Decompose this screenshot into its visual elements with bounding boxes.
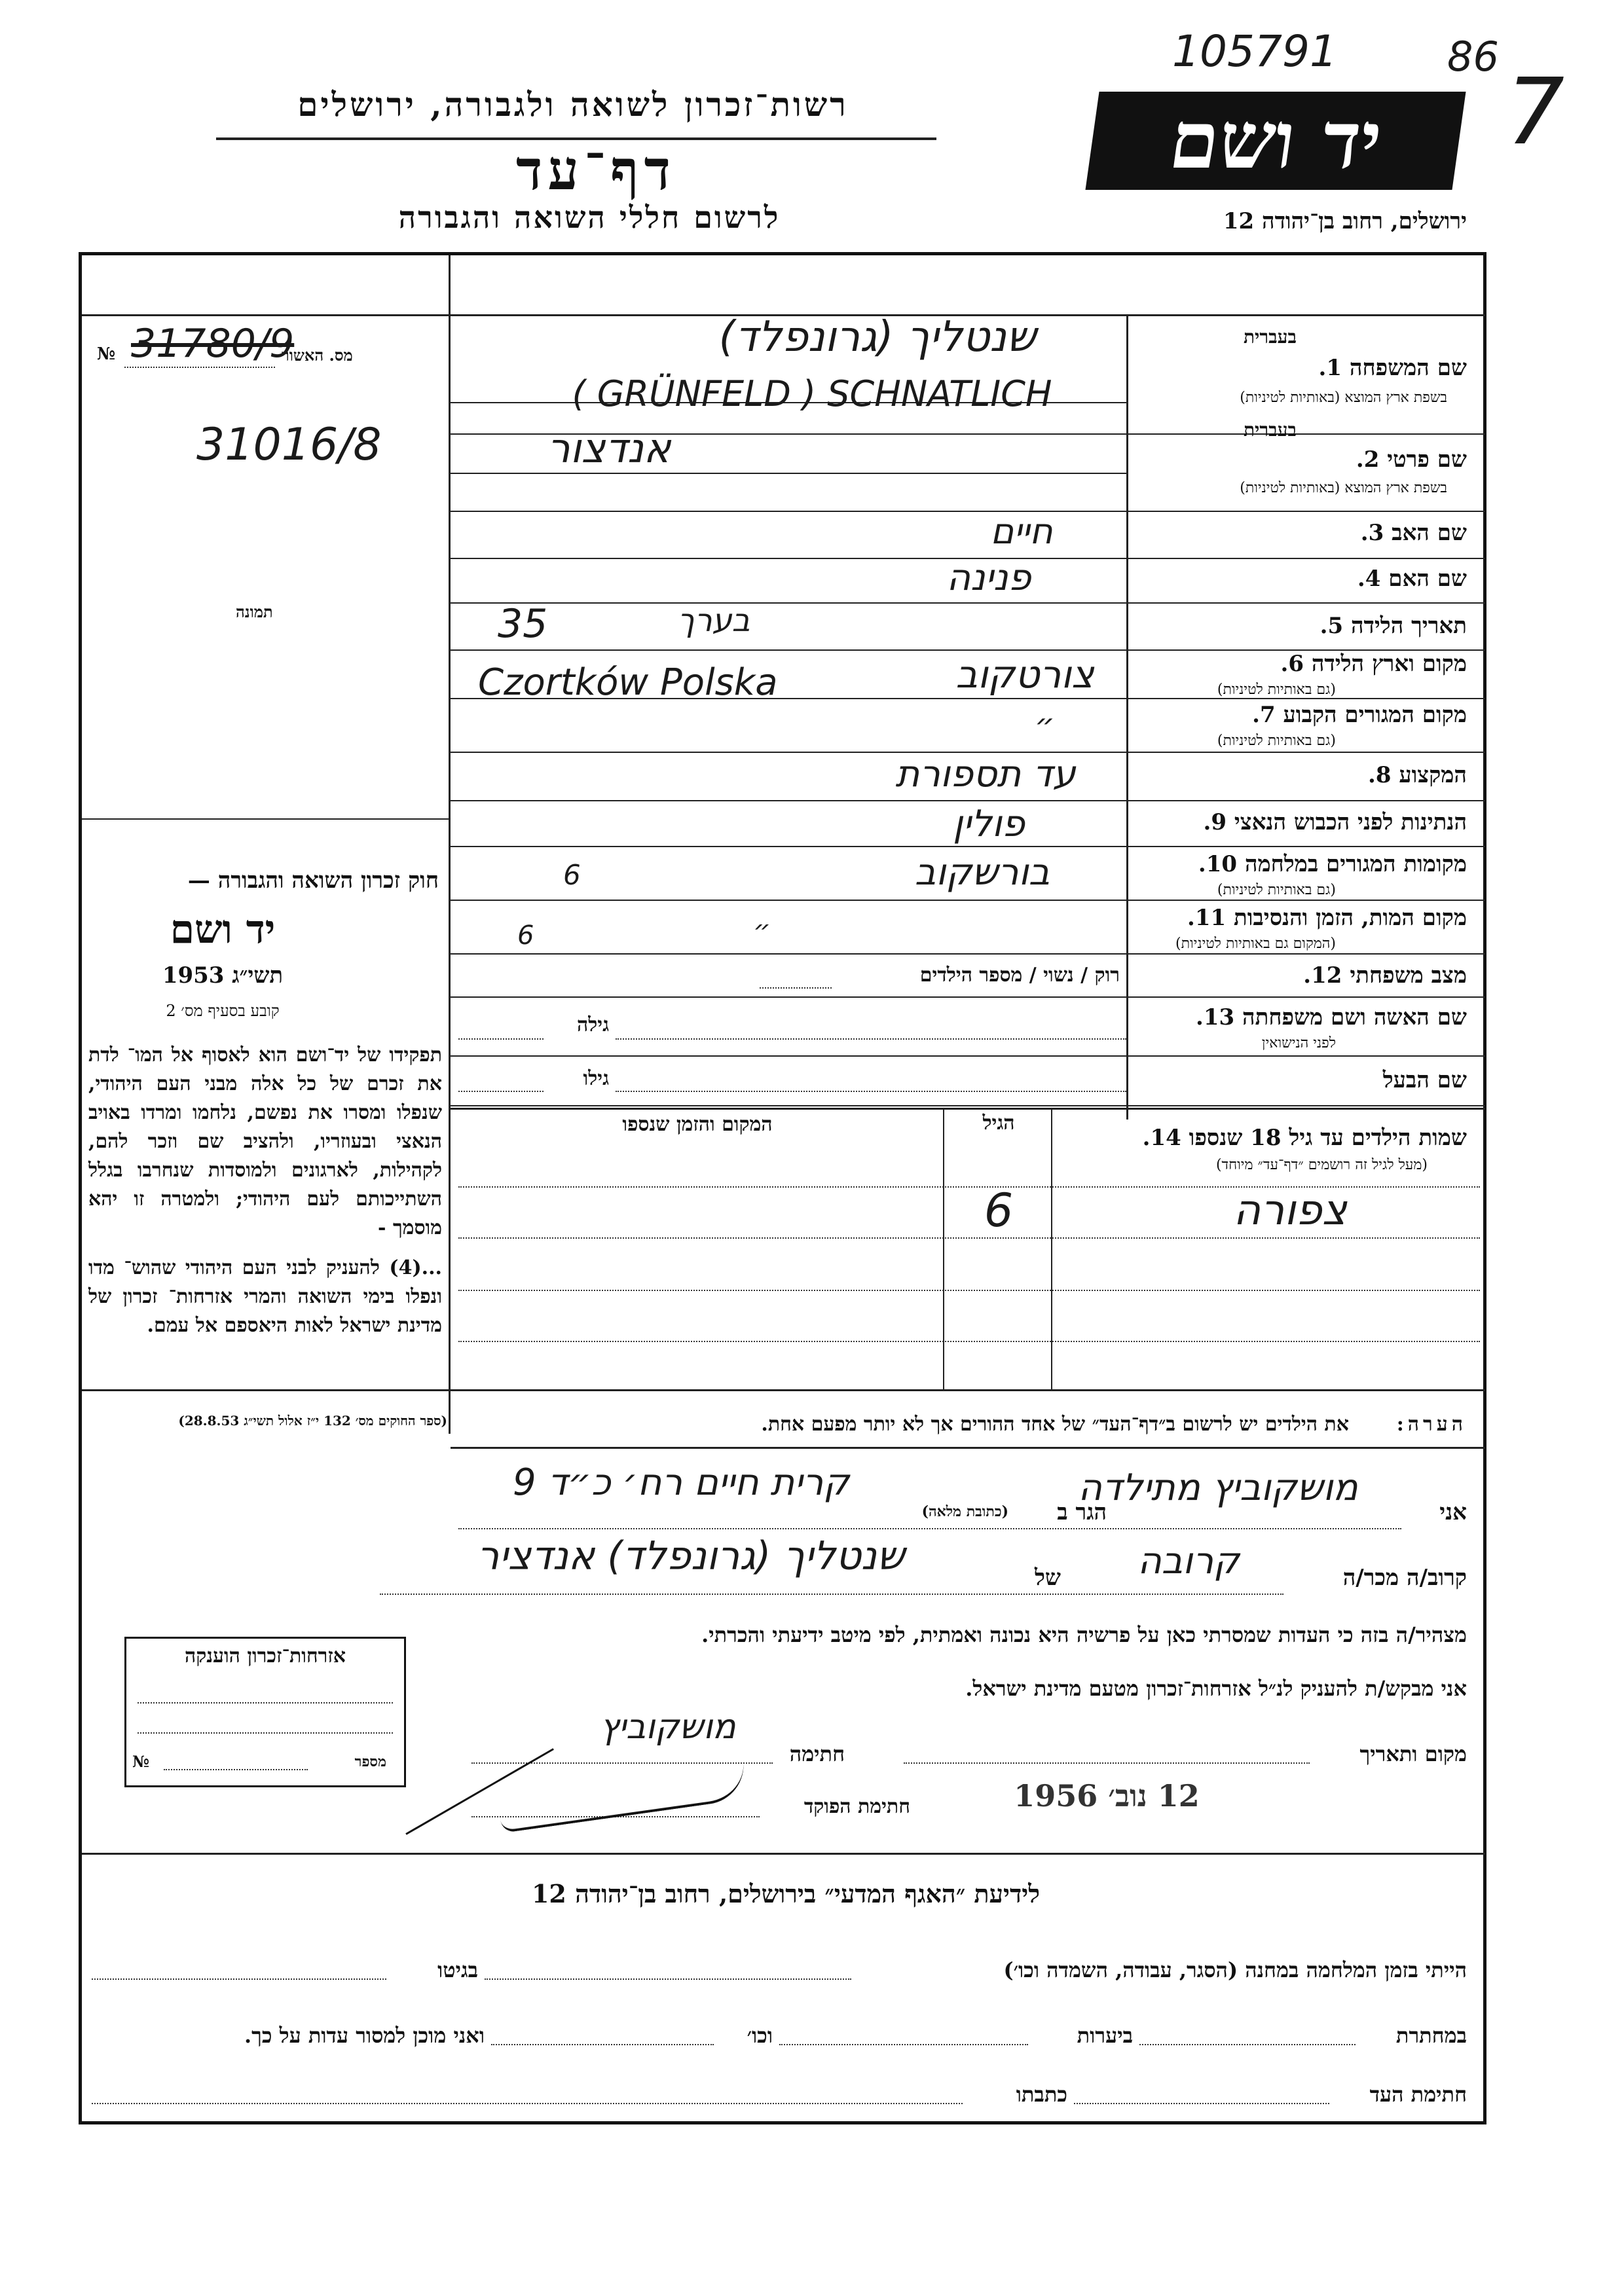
law-year: תשי״ג 1953 [162, 962, 284, 989]
field-9-label-text: הנתינות לפני הכבוש הנאצי [1234, 809, 1467, 835]
child-name[interactable]: צפורה [1233, 1186, 1347, 1235]
field-13-sub: לפני הנישואין [1261, 1035, 1336, 1051]
approval-label: מס. האשור [282, 346, 353, 365]
field-1-label [1139, 355, 1467, 381]
children-sub: (מעל לגיל זה רושמים ״דף־עד״ מיוחד) [1215, 1157, 1428, 1173]
bottom-line3-a: חתימת העד [1369, 2082, 1467, 2107]
field-4-num: 4. [1357, 566, 1381, 592]
children-row-line-4 [458, 1341, 1480, 1342]
label-column-divider [1126, 314, 1128, 1120]
declarant-name[interactable]: מושקוביץ מתילדה [1078, 1467, 1358, 1509]
field-12-label-text: מצב משפחתי [1350, 962, 1467, 989]
child-age[interactable]: 6 [984, 1184, 1014, 1237]
law-title: חוק זכרון השואה והגבורה — [187, 867, 439, 894]
approval-no-sign: № [97, 344, 116, 364]
field-5-value[interactable]: 35 [498, 601, 548, 647]
approval-number-second: 31016/8 [196, 419, 382, 471]
decl-line2-dotted [380, 1594, 1283, 1595]
field-9-value[interactable]: פולין [953, 803, 1025, 845]
form-title: דף־עד [515, 137, 676, 202]
field-2-sub: בשפת ארץ המוצא (באותיות לטיניות) [1240, 480, 1447, 496]
field-13-age-dotted[interactable] [458, 1038, 544, 1040]
field-11-num: 11. [1187, 905, 1227, 931]
citizenship-no-label: מספר [354, 1753, 386, 1770]
field-2-label [1139, 446, 1467, 473]
decl-line1-dotted [458, 1528, 1401, 1529]
law-text-continued: ...(4) להעניק לבני העם היהודי שהוש־ מדו ונפלו בימי השואה והמרי אזרחות־ זכרון של מדינת ישראל לאות היאספם אל עמם. [88, 1256, 442, 1337]
field-5-label [1139, 613, 1467, 639]
field-10-label-text: מקומות המגורים במלחמה [1244, 851, 1467, 877]
archive-number-handwritten: 105791 [1172, 26, 1337, 77]
row-line-9 [451, 846, 1485, 847]
field-1-num: 1. [1318, 355, 1342, 381]
bottom-line2-a: במחתרת [1395, 2023, 1467, 2048]
field-9-num: 9. [1203, 809, 1227, 835]
citizenship-title: אזרחות־זכרון הוענקה [184, 1645, 346, 1667]
note-text: את הילדים יש לרשום ב״דף־העד״ של אחד ההורים אך לא יותר מפעם אחת. [761, 1413, 1349, 1436]
form-subtitle: לרשום חללי השואה והגבורה [398, 200, 781, 235]
children-age-header: הגיל [982, 1112, 1015, 1135]
children-num: 14. [1142, 1125, 1181, 1151]
field-4-label [1139, 566, 1467, 592]
field-2-label-text: שם פרטי [1387, 446, 1467, 473]
children-row-line-2 [458, 1237, 1480, 1239]
children-row-line-3 [458, 1290, 1480, 1291]
law-text: תפקידו של יד־ושם הוא לאסוף אל המו־ לדת את זכרם של כל אלה מבני העם היהודי, שנפלו ומסרו את נפשם, נלחמו ומרדו באויב הנאצי ובעוזריו, ולהציב שם וזכר להם, לקהילות, לארגונים ולמוסדות שנחרבו בגלל השתייכותם לעם היהודי; ולמטרה זו יהא מוסמך - [88, 1044, 442, 1239]
field-13-num: 13. [1196, 1004, 1235, 1030]
field-3-label-text: שם האב [1392, 520, 1467, 546]
field-10-sub: (גם באותיות לטיניות) [1217, 882, 1336, 898]
note-label: הערה: [1396, 1413, 1467, 1436]
field-12-label [1139, 962, 1467, 989]
field-8-value[interactable]: עד תספורת [895, 753, 1076, 795]
husband-age-dotted[interactable] [458, 1091, 544, 1092]
husband-label [1139, 1067, 1467, 1093]
bottom-line2-dotted-a[interactable] [1139, 2044, 1356, 2045]
bottom-line1-b: בגיטו [437, 1958, 478, 1982]
field-1-lang: בעברית [1243, 326, 1297, 348]
field-6-label [1139, 651, 1467, 677]
bottom-line1-dotted-a[interactable] [485, 1978, 851, 1980]
field-10-value[interactable]: בורשקוב [914, 851, 1050, 894]
yad-vashem-logo: יד ושם [1085, 92, 1466, 190]
field-7-label [1139, 702, 1467, 728]
field-3-label [1139, 520, 1467, 546]
bottom-line2-d: ואני מוכן למסור עדות על כך. [244, 2023, 485, 2048]
field-6-value-hebrew[interactable]: צורטקוב [955, 652, 1094, 697]
left-top-band-line [82, 314, 449, 316]
field-1-sub: בשפת ארץ המוצא (באותיות לטיניות) [1240, 390, 1447, 406]
declarant-signature[interactable]: מושקוביץ [600, 1707, 736, 1747]
field-7-num: 7. [1252, 702, 1276, 728]
field-12-dotted[interactable] [760, 987, 832, 989]
bottom-line2-b: ביערות [1077, 2023, 1133, 2048]
field-6-value-latin[interactable]: Czortków Polska [478, 661, 778, 704]
bottom-line3-dotted-a[interactable] [1074, 2103, 1329, 2104]
field-10-num: 10. [1198, 851, 1238, 877]
field-7-label-text: מקום המגורים הקבוע [1283, 702, 1467, 728]
bottom-title: לידיעת ״האגף המדעי״ בירושלים, רחוב בן־יהודה 12 [531, 1879, 1041, 1908]
field-4-value[interactable]: פנינה [946, 556, 1031, 599]
note-top-line [82, 1389, 1485, 1391]
bottom-line2-c: וכו׳ [747, 2023, 773, 2048]
field-8-label [1139, 762, 1467, 788]
children-top-line [451, 1108, 1485, 1110]
field-1-label-text: שם המשפחה [1349, 355, 1467, 381]
field-12-options: רוק / נשוי / מספר הילדים [919, 964, 1120, 987]
citizenship-dotted-2 [138, 1732, 393, 1734]
field-2-lang: בעברית [1243, 419, 1297, 441]
bottom-line1-a: הייתי בזמן המלחמה במחנה (הסגר, עבודה, השמדה וכו׳) [1003, 1958, 1467, 1982]
photo-bottom-line [82, 818, 449, 820]
authority-name: רשות־זכרון לשואה ולגבורה, ירושלים [297, 85, 849, 124]
left-column-divider [449, 255, 451, 1434]
page-number-handwritten: 86 [1447, 33, 1499, 81]
officer-label: חתימת הפוקד [803, 1795, 910, 1818]
field-8-num: 8. [1367, 762, 1392, 788]
bottom-line1-dotted-b[interactable] [92, 1978, 386, 1980]
place-date-dotted[interactable] [904, 1762, 1310, 1764]
decl-line4: אני מבקש/ת להעניק לנ״ל אזרחות־זכרון מטעם מדינת ישראל. [965, 1676, 1467, 1701]
field-13-label [1139, 1004, 1467, 1030]
field-8-label-text: המקצוע [1399, 762, 1467, 788]
row-line-12 [451, 996, 1485, 998]
field-9-label [1139, 809, 1467, 835]
field-3-value[interactable]: חיים [990, 511, 1053, 552]
law-name: יד ושם [170, 907, 276, 953]
row-line-13b [451, 1105, 1485, 1106]
field-3-num: 3. [1360, 520, 1384, 546]
field-11-value[interactable]: ״ [753, 914, 771, 946]
field-11-label [1139, 905, 1467, 931]
decl-line2-of: של [1035, 1565, 1061, 1591]
declarant-address[interactable]: קרית חיים רח׳ כ״ד 9 [512, 1461, 850, 1504]
field-2-value-hebrew[interactable]: אנדצור [547, 424, 671, 472]
decl-address-label: (כתובת מלאה) [921, 1503, 1008, 1520]
bottom-line2-dotted-b[interactable] [779, 2044, 1028, 2045]
field-11-mark[interactable]: 6 [517, 920, 534, 951]
field-7-sub: (גם באותיות לטיניות) [1217, 733, 1336, 749]
children-col-divider-2 [943, 1108, 944, 1389]
decl-line1-prefix: אני [1439, 1499, 1467, 1525]
law-clause: קובע בסעיף מס׳ 2 [166, 1002, 280, 1020]
row-line-8 [451, 800, 1485, 801]
row-line-11 [451, 953, 1485, 955]
citizenship-no-sign: № [132, 1752, 150, 1771]
approval-dotted-line [124, 367, 275, 368]
citizenship-dotted-1 [138, 1702, 393, 1704]
field-7-value[interactable]: ״ [1035, 707, 1055, 744]
field-5-label-text: תאריך הלידה [1350, 613, 1467, 639]
decl-line3: מצהיר/ה בזה כי העדות שמסרתי כאן על פרשיה היא נכונה ואמתית, לפי מיטב ידיעתי והכרתי. [701, 1622, 1467, 1647]
law-source: (ספר החוקים מס׳ 132 י״ז אלול תשי״ג 28.8.53) [178, 1413, 447, 1429]
bottom-line3-dotted-b[interactable] [92, 2103, 963, 2104]
children-col-divider-1 [1051, 1108, 1052, 1389]
field-10-mark[interactable]: 6 [563, 859, 581, 891]
date-stamp: 12 נוב׳ 1956 [1014, 1778, 1200, 1813]
field-13-name-dotted[interactable] [616, 1038, 1126, 1040]
field-13-age-label: גילה [576, 1013, 609, 1036]
header-address: ירושלים, רחוב בן־יהודה 12 [1223, 208, 1467, 234]
bottom-section-line [82, 1853, 1485, 1855]
field-1-value-hebrew[interactable]: שנטליך (גרונפלד) [718, 313, 1037, 361]
decl-line1-mid: הגר ב [1057, 1499, 1107, 1525]
decl-relation[interactable]: קרובה [1137, 1540, 1240, 1582]
row-line-2b [451, 473, 1126, 474]
citizenship-no-dotted [164, 1769, 308, 1770]
bottom-line3-b: כתבתו [1016, 2082, 1067, 2107]
note-bottom-line [451, 1447, 1485, 1449]
row-line-13 [451, 1055, 1485, 1057]
decl-relative-name[interactable]: שנטליך (גרונפלד) אנדציר [477, 1533, 905, 1579]
field-6-sub: (גם באותיות לטיניות) [1217, 682, 1336, 698]
children-label-text: שמות הילדים עד גיל 18 שנספו [1189, 1125, 1467, 1151]
field-1-value-latin[interactable]: ( GRÜNFELD ) SCHNATLICH [572, 373, 1052, 414]
place-date-label: מקום ותאריך [1359, 1741, 1467, 1766]
children-place-header: המקום והזמן שנספו [622, 1113, 773, 1136]
husband-name-dotted[interactable] [616, 1091, 1126, 1092]
husband-label-text: שם הבעל [1382, 1067, 1467, 1093]
children-label [1061, 1125, 1467, 1151]
field-6-label-text: מקום וארץ הלידה [1311, 651, 1467, 677]
row-line-10 [451, 900, 1485, 901]
decl-line2-prefix: קרוב/ה מכר/ה [1342, 1565, 1467, 1591]
field-11-sub: (המקום גם באותיות לטיניות) [1175, 936, 1336, 952]
field-13-label-text: שם האשה ושם משפחתה [1242, 1004, 1467, 1030]
page-mark-handwritten: 7 [1506, 59, 1565, 166]
field-6-num: 6. [1280, 651, 1304, 677]
field-5-num: 5. [1320, 613, 1344, 639]
husband-age-label: גילו [583, 1067, 609, 1090]
field-5-value-approx[interactable]: בערך [677, 602, 750, 639]
signature-label: חתימה [789, 1741, 845, 1766]
field-4-label-text: שם האם [1388, 566, 1467, 592]
field-2-num: 2. [1356, 446, 1380, 473]
bottom-line2-dotted-c[interactable] [491, 2044, 714, 2045]
field-12-num: 12. [1303, 962, 1342, 989]
photo-label: תמונה [236, 602, 273, 621]
field-11-label-text: מקום המות, הזמן והנסיבות [1233, 905, 1467, 931]
approval-number: 31780/9 [131, 321, 295, 367]
field-10-label [1139, 851, 1467, 877]
